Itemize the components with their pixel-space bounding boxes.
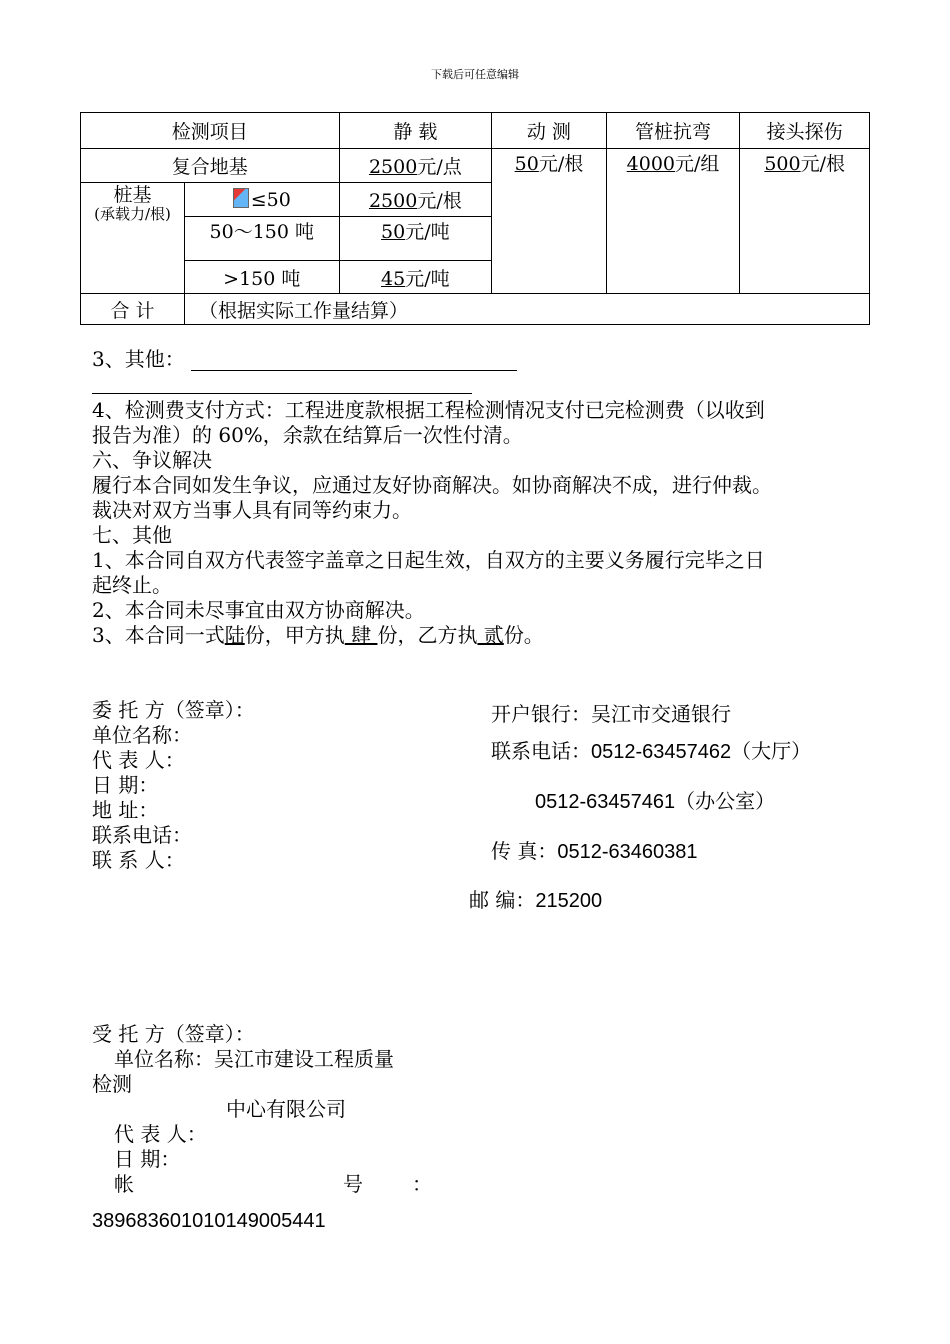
pile-label: 桩基 bbox=[113, 184, 152, 206]
client-phone: 联系电话： bbox=[92, 823, 192, 847]
client-title: 委 托 方（签章）： bbox=[92, 698, 255, 722]
bank-name: 开户银行：吴江市交通银行 bbox=[491, 702, 731, 726]
section-6-title: 六、争议解决 bbox=[92, 448, 212, 472]
image-placeholder-icon bbox=[233, 188, 249, 208]
pile-note: (承载力/根) bbox=[94, 205, 171, 223]
account-label-c: ： bbox=[412, 1172, 432, 1196]
price-row2: 50元/吨 bbox=[339, 217, 492, 261]
range-row1: ≤50 bbox=[185, 183, 340, 217]
client-address: 地 址： bbox=[92, 798, 159, 822]
client-rep: 代 表 人： bbox=[92, 748, 185, 772]
other-3-copies: 3、本合同一式陆份，甲方执 肆 份，乙方执 贰份。 bbox=[92, 623, 544, 647]
blank-line-2 bbox=[92, 393, 472, 394]
section-7-title: 七、其他 bbox=[92, 523, 172, 547]
contractor-unit-3: 中心有限公司 bbox=[226, 1097, 346, 1121]
total-label: 合 计 bbox=[81, 294, 185, 325]
page-header: 下载后可任意编辑 bbox=[431, 68, 519, 81]
other-3-label: 3、其他： bbox=[92, 347, 185, 371]
header-pile-bend: 管桩抗弯 bbox=[606, 113, 740, 149]
header-joint: 接头探伤 bbox=[740, 113, 870, 149]
dynamic-price: 50元/根 bbox=[492, 149, 607, 294]
bank-phone-2: 0512-63457461（办公室） bbox=[535, 789, 776, 813]
bank-fax: 传 真：0512-63460381 bbox=[491, 839, 698, 863]
bank-zip: 邮 编：215200 bbox=[469, 888, 603, 912]
header-item: 检测项目 bbox=[81, 113, 340, 149]
contractor-rep: 代 表 人： bbox=[114, 1122, 207, 1146]
dispute-line-2: 裁决对双方当事人具有同等约束力。 bbox=[92, 498, 412, 522]
contractor-unit-1: 单位名称：吴江市建设工程质量 bbox=[114, 1047, 394, 1071]
account-number: 389683601010149005441 bbox=[92, 1210, 326, 1232]
payment-line-1: 4、检测费支付方式：工程进度款根据工程检测情况支付已完检测费（以收到 bbox=[92, 398, 765, 422]
blank-line-1 bbox=[191, 370, 517, 371]
range-row2: 50～150 吨 bbox=[185, 217, 340, 261]
client-date: 日 期： bbox=[92, 773, 159, 797]
composite-label: 复合地基 bbox=[81, 149, 340, 183]
bank-phone-1: 联系电话：0512-63457462（大厅） bbox=[491, 739, 812, 763]
range-row3: >150 吨 bbox=[185, 261, 340, 294]
fee-table bbox=[80, 112, 870, 325]
contractor-unit-2: 检测 bbox=[92, 1072, 132, 1096]
composite-static-price: 2500元/点 bbox=[339, 149, 492, 183]
account-label-b: 号 bbox=[343, 1172, 363, 1196]
header-dynamic: 动 测 bbox=[492, 113, 607, 149]
price-row3: 45元/吨 bbox=[339, 261, 492, 294]
other-1-line-1: 1、本合同自双方代表签字盖章之日起生效，自双方的主要义务履行完毕之日 bbox=[92, 548, 765, 572]
price-row1: 2500元/根 bbox=[339, 183, 492, 217]
header-static: 静 载 bbox=[339, 113, 492, 149]
pile-label-cell bbox=[81, 183, 185, 294]
other-2: 2、本合同未尽事宜由双方协商解决。 bbox=[92, 598, 425, 622]
joint-price: 500元/根 bbox=[740, 149, 870, 294]
payment-line-2: 报告为准）的 60%，余款在结算后一次性付清。 bbox=[92, 423, 523, 447]
contractor-title: 受 托 方（签章）： bbox=[92, 1022, 255, 1046]
dispute-line-1: 履行本合同如发生争议，应通过友好协商解决。如协商解决不成，进行仲裁。 bbox=[92, 473, 772, 497]
total-value: （根据实际工作量结算） bbox=[185, 294, 870, 325]
client-contact: 联 系 人： bbox=[92, 848, 185, 872]
contractor-date: 日 期： bbox=[114, 1147, 181, 1171]
other-1-line-2: 起终止。 bbox=[92, 573, 172, 597]
client-unit: 单位名称： bbox=[92, 723, 192, 747]
pile-bend-price: 4000元/组 bbox=[606, 149, 740, 294]
account-label-a: 帐 bbox=[114, 1172, 134, 1196]
